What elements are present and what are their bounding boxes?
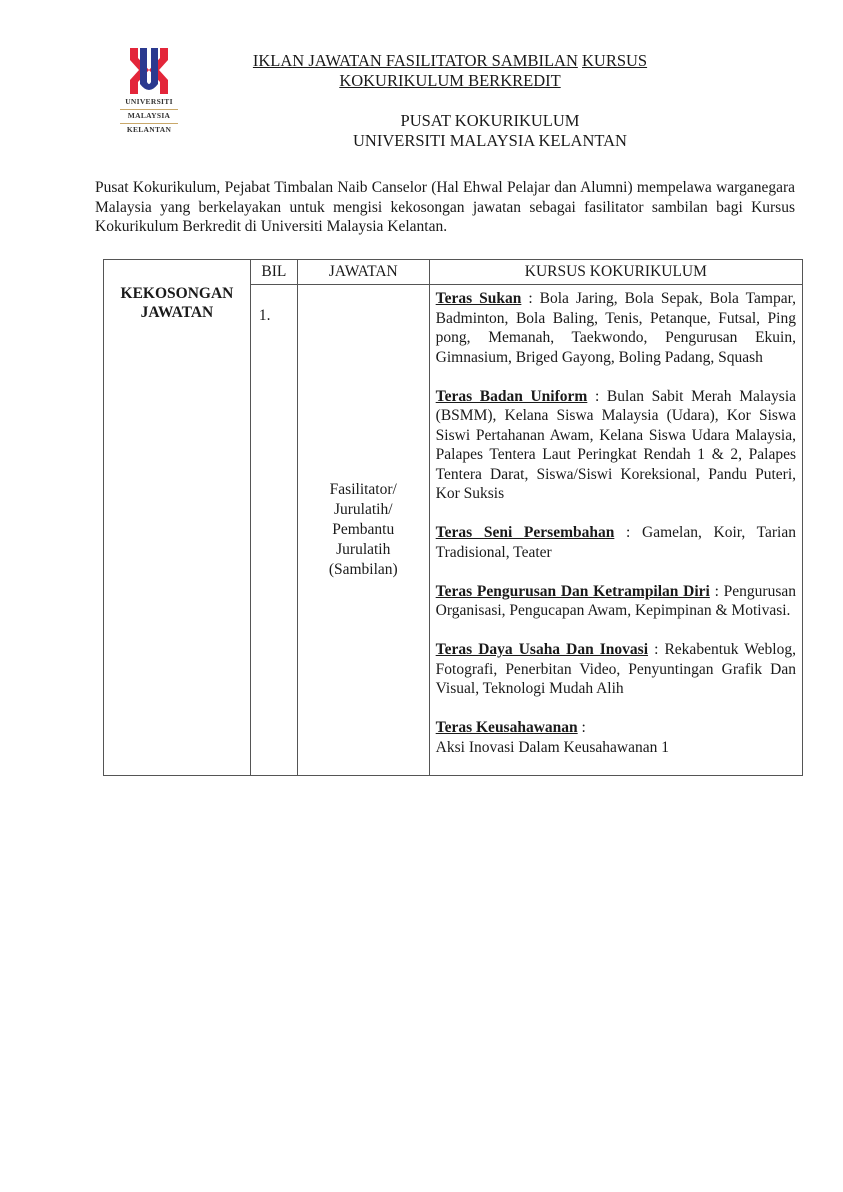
logo-text-line: KELANTAN	[126, 125, 172, 134]
teras-item	[436, 523, 796, 562]
teras-sep: :	[587, 387, 607, 405]
teras-item	[436, 640, 796, 699]
teras-sep: :	[709, 582, 724, 600]
logo-text-line: MALAYSIA	[127, 111, 171, 120]
teras-title: Teras Badan Uniform	[435, 387, 588, 405]
teras-title: Teras Keusahawanan	[435, 719, 578, 736]
teras-sep: :	[614, 524, 643, 541]
teras-text: Pengurusan Organisasi, Pengucapan Awam, Kepimpinan & Motivasi.	[435, 582, 796, 619]
teras-text: Bulan Sabit Merah Malaysia (BSMM), Kelana Siswa Malaysia (Udara), Kor Siswa Siswi Pertahanan Awam, Kelana Siswa Udara Malaysia, Palapes Tentera Laut Peringkat Rendah 1 & 2, Palapes Tentera Darat, Siswa/Siswi Koreksional, Pandu Puteri, Kor Suksis	[435, 387, 797, 502]
teras-title: Teras Seni Persembahan	[435, 524, 615, 541]
logo-text-line: UNIVERSITI	[125, 97, 173, 106]
column-header-bil: BIL	[250, 260, 297, 285]
organization-heading	[280, 111, 700, 151]
teras-text: Bola Jaring, Bola Sepak, Bola Tampar, Badminton, Bola Baling, Tenis, Petanque, Futsal, Ping pong, Memanah, Taekwondo, Pengurusan Ekuin, Gimnasium, Briged Gayong, Boling Padang, Squash	[435, 290, 796, 366]
intro-paragraph: Pusat Kokurikulum, Pejabat Timbalan Naib Canselor (Hal Ehwal Pelajar dan Alumni) mempelawa warganegara Malaysia yang berkelayakan untuk mengisi kekosongan jawatan sebagai fasilitator sambilan bagi Kursus Kokurikulum Berkredit di Universiti Malaysia Kelantan.	[95, 179, 795, 235]
teras-item	[436, 387, 796, 504]
jawatan-line: Jurulatih/	[333, 501, 393, 518]
subtitle-line: UNIVERSITI MALAYSIA KELANTAN	[353, 131, 627, 150]
jawatan-line: Jurulatih	[336, 541, 391, 558]
teras-title: Teras Daya Usaha Dan Inovasi	[435, 641, 649, 658]
teras-sep: :	[577, 719, 586, 736]
vacancy-table	[103, 259, 803, 776]
teras-sep: :	[521, 290, 540, 307]
teras-item	[436, 289, 796, 367]
teras-title: Teras Pengurusan Dan Ketrampilan Diri	[435, 582, 710, 600]
row-header	[104, 260, 251, 776]
cell-kursus	[429, 285, 802, 776]
jawatan-line: Pembantu	[332, 521, 395, 538]
teras-sep: :	[648, 641, 665, 658]
subtitle-line: PUSAT KOKURIKULUM	[400, 111, 580, 130]
teras-text: Gamelan, Koir, Tarian Tradisional, Teater	[435, 524, 796, 561]
cell-bil: 1.	[250, 285, 297, 776]
jawatan-line: Fasilitator/	[329, 481, 397, 498]
row-header-text: KEKOSONGAN JAWATAN	[120, 285, 234, 321]
cell-jawatan	[297, 285, 429, 776]
teras-text: Aksi Inovasi Dalam Keusahawanan 1	[435, 738, 669, 756]
title-part: KOKURIKULUM BERKREDIT	[339, 71, 561, 90]
teras-text: Rekabentuk Weblog, Fotografi, Penerbitan Video, Penyuntingan Grafik Dan Visual, Teknologi Mudah Alih	[435, 641, 796, 697]
university-logo	[118, 46, 180, 137]
teras-title: Teras Sukan	[435, 290, 522, 307]
column-header-kursus: KURSUS KOKURIKULUM	[429, 260, 802, 285]
umk-emblem-icon	[126, 46, 172, 96]
teras-item	[436, 582, 796, 621]
title-part: IKLAN JAWATAN FASILITATOR SAMBILAN	[252, 51, 578, 70]
title-part: KURSUS	[581, 51, 648, 70]
jawatan-line: (Sambilan)	[328, 561, 398, 578]
column-header-jawatan: JAWATAN	[297, 260, 429, 285]
document-title	[220, 51, 680, 91]
teras-item	[436, 718, 796, 757]
